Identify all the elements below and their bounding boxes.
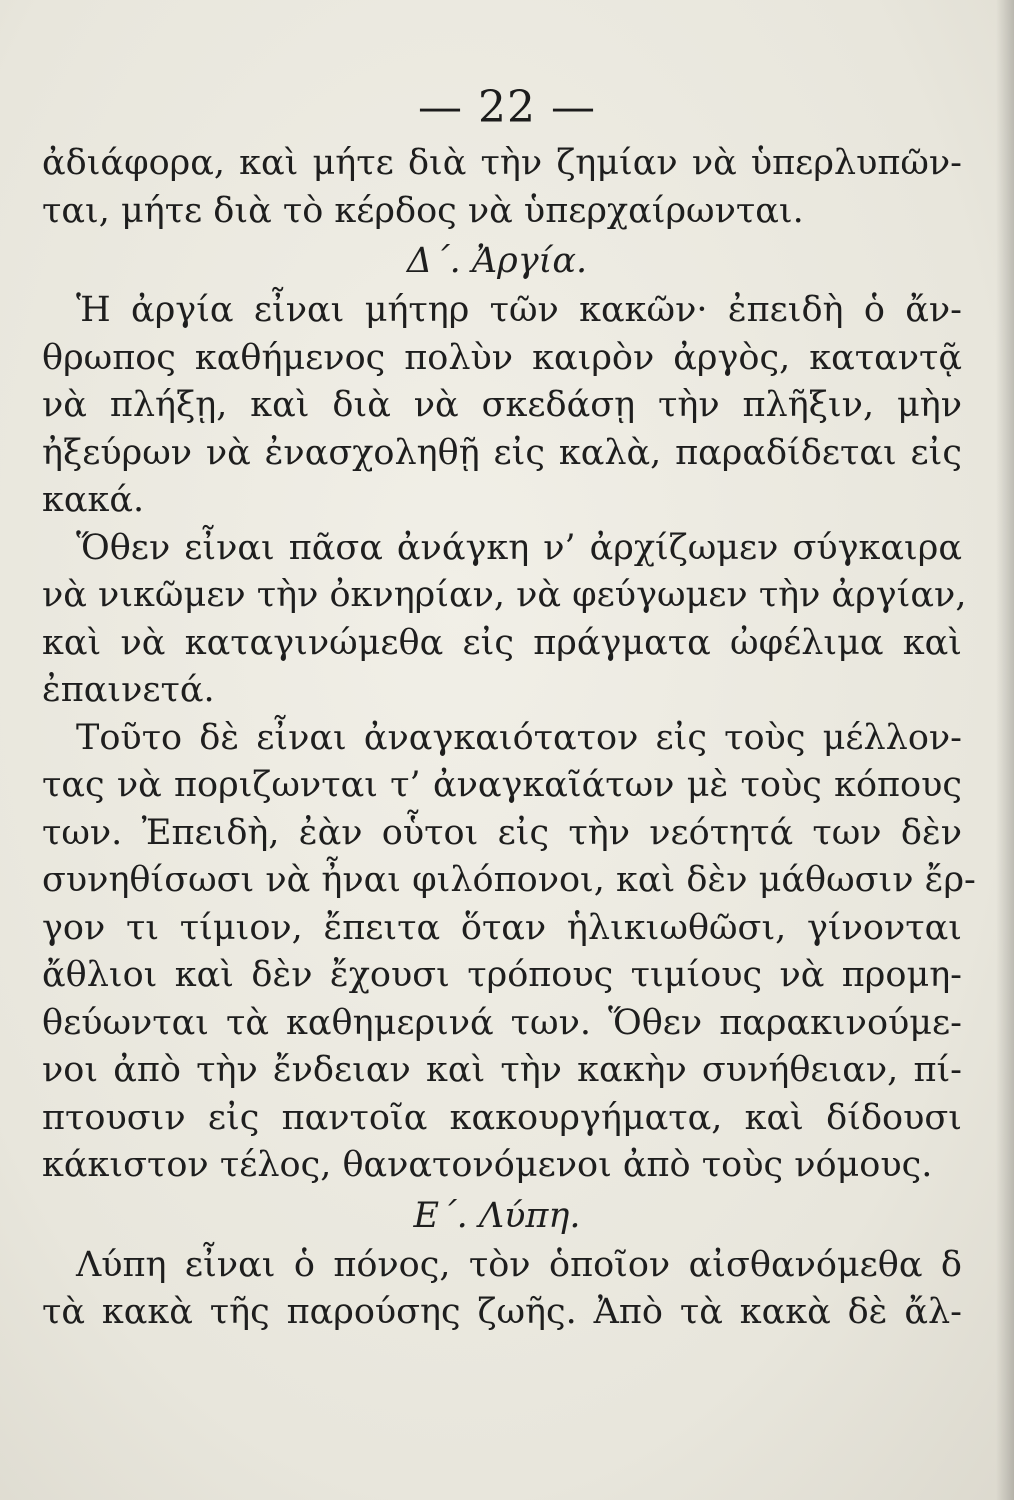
page-edge-shadow <box>996 0 1014 1500</box>
text-line: καὶ νὰ καταγινώμεθα εἰς πράγματα ὠφέλιμα καὶ <box>42 622 962 663</box>
text-line: θεύωνται τὰ καθημερινά των. Ὅθεν παρακινούμε- <box>42 1002 962 1043</box>
text-line: νὰ πλήξῃ, καὶ διὰ νὰ σκεδάσῃ τὴν πλῆξιν, μὴν <box>42 385 962 425</box>
text-line: κάκιστον τέλος, θανατονόμενοι ἀπὸ τοὺς νόμους. <box>42 1145 933 1185</box>
text-line: ἀδιάφορα, καὶ μήτε διὰ τὴν ζημίαν νὰ ὑπερλυπῶν- <box>42 143 962 183</box>
text-line: κακά. <box>42 480 145 520</box>
text-line: Λύπη εἶναι ὁ πόνος, τὸν ὁποῖον αἰσθανόμεθα δ <box>76 1244 962 1285</box>
text-line: ται, μήτε διὰ τὸ κέρδος νὰ ὑπερχαίρωνται. <box>42 190 804 231</box>
text-line: πτουσιν εἰς παντοῖα κακουργήματα, καὶ δίδουσι <box>42 1097 962 1138</box>
page-number: — 22 — <box>418 82 596 133</box>
section-heading: Δ΄. Ἀργία. <box>406 241 588 281</box>
body-text <box>42 140 976 1337</box>
text-line: Τοῦτο δὲ εἶναι ἀναγκαιότατον εἰς τοὺς μέλλον- <box>76 717 962 758</box>
text-line: συνηθίσωσι νὰ ἦναι φιλόπονοι, καὶ δὲν μάθωσιν ἔρ- <box>42 860 976 900</box>
text-line: νὰ νικῶμεν τὴν ὀκνηρίαν, νὰ φεύγωμεν τὴν ἀργίαν, <box>42 575 967 615</box>
text-line: τὰ κακὰ τῆς παρούσης ζωῆς. Ἀπὸ τὰ κακὰ δὲ ἄλ- <box>42 1292 962 1332</box>
section-heading: Ε΄. Λύπη. <box>413 1195 581 1236</box>
text-line: Ὅθεν εἶναι πᾶσα ἀνάγκη ν’ ἀρχίζωμεν σύγκαιρα <box>76 527 962 568</box>
text-line: ἠξεύρων νὰ ἐνασχοληθῇ εἰς καλὰ, παραδίδεται εἰς <box>42 432 962 473</box>
text-line: τας νὰ ποριζωνται τ’ ἀναγκαῖάτων μὲ τοὺς κόπους <box>42 765 962 805</box>
text-line: ἄθλιοι καὶ δὲν ἔχουσι τρόπους τιμίους νὰ προμη- <box>42 955 962 995</box>
text-line: γον τι τίμιον, ἔπειτα ὅταν ἡλικιωθῶσι, γίνονται <box>42 907 962 948</box>
text-line: ἐπαινετά. <box>42 670 215 710</box>
text-line: των. Ἐπειδὴ, ἐὰν οὗτοι εἰς τὴν νεότητά των δὲν <box>42 812 962 853</box>
text-line: Ἡ ἀργία εἶναι μήτηρ τῶν κακῶν· ἐπειδὴ ὁ ἄν- <box>76 290 962 330</box>
text-line: νοι ἀπὸ τὴν ἔνδειαν καὶ τὴν κακὴν συνήθειαν, πί- <box>42 1050 962 1090</box>
text-line: θρωπος καθήμενος πολὺν καιρὸν ἀργὸς, καταντᾷ <box>42 337 962 378</box>
